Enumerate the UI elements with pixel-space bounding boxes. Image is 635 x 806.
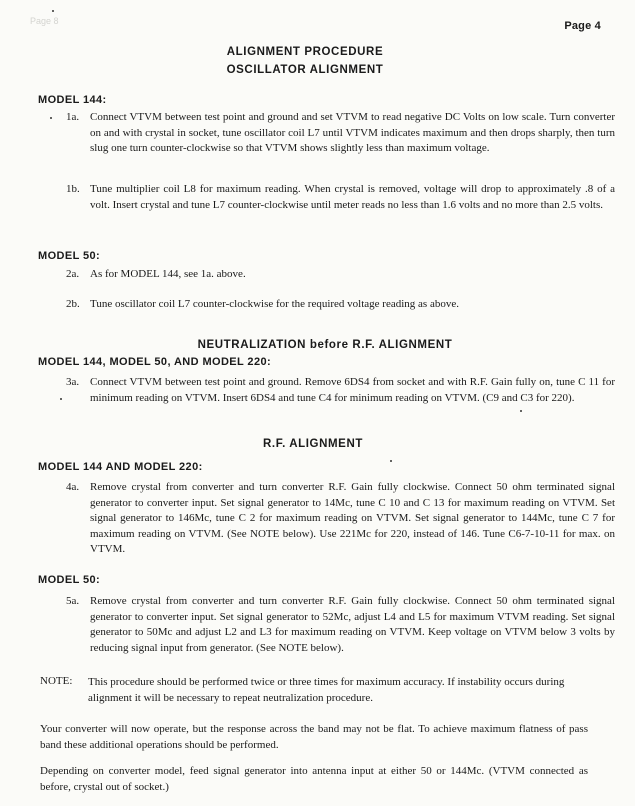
step-text: As for MODEL 144, see 1a. above. (90, 268, 246, 280)
heading-model-144-220: MODEL 144 AND MODEL 220: (38, 461, 203, 473)
step-label: 3a. (66, 376, 80, 388)
note-text: This procedure should be performed twice or three times for maximum accuracy. If instability occurs during alignment it will be necessary to repeat neutralization procedure. (88, 676, 565, 704)
heading-model-50-b: MODEL 50: (38, 574, 101, 586)
scan-speck (390, 460, 392, 462)
step-5a (66, 594, 615, 656)
scan-speck (60, 398, 62, 400)
scan-speck (50, 117, 52, 119)
step-label: 1a. (66, 111, 80, 123)
step-3a (66, 375, 615, 406)
note-label: NOTE: (40, 675, 73, 687)
step-1b (66, 182, 615, 213)
scan-speck (52, 10, 54, 12)
step-text: Connect VTVM between test point and ground. Remove 6DS4 from socket and with R.F. Gain fully on, tune C 11 for minimum reading on VTVM. Insert 6DS4 and tune C4 for minimum reading on VTVM. (C9 and C3 for 220). (90, 376, 615, 404)
step-text: Remove crystal from converter and turn converter R.F. Gain fully clockwise. Connect 50 ohm terminated signal generator to converter input. Set signal generator to 52Mc, adjust L4 and L5 for maximum VTVM reading. Set signal generator to 50Mc and adjust L2 and L3 for maximum reading on VTVM. Keep voltage on VTVM below 3 volts by reducing signal input from generator. (See NOTE below). (90, 595, 615, 654)
page-number: Page 4 (564, 20, 601, 32)
heading-model-144-50-220: MODEL 144, MODEL 50, AND MODEL 220: (38, 356, 272, 368)
title-oscillator-alignment: OSCILLATOR ALIGNMENT (226, 64, 384, 76)
step-4a (66, 480, 615, 558)
heading-model-50-a: MODEL 50: (38, 250, 101, 262)
step-label: 2b. (66, 298, 80, 310)
ghost-page-header: Page 8 (30, 16, 59, 26)
title-neutralization: NEUTRALIZATION before R.F. ALIGNMENT (197, 339, 453, 351)
title-rf-alignment: R.F. ALIGNMENT (263, 438, 363, 450)
step-label: 5a. (66, 595, 80, 607)
step-text: Tune oscillator coil L7 counter-clockwise for the required voltage reading as above. (90, 298, 459, 310)
closing-paragraph-2: Depending on converter model, feed signal generator into antenna input at either 50 or 144Mc. (VTVM connected as before, crystal out of socket.) (40, 765, 588, 793)
closing-paragraph-1: Your converter will now operate, but the response across the band may not be flat. To achieve maximum flatness of pass band these additional operations should be performed. (40, 723, 588, 751)
step-label: 4a. (66, 481, 80, 493)
step-text: Remove crystal from converter and turn converter R.F. Gain fully clockwise. Connect 50 ohm terminated signal generator to converter input. Set signal generator to 14Mc, tune C 10 and C 13 for maximum reading on VTVM. Set signal generator to 146Mc, tune C 2 for maximum reading on VTVM. Set signal generator to 144Mc, tune C 7 for maximum reading on VTVM. (See NOTE below). Use 221Mc for 220, instead of 146. Tune C6-7-10-11 for max. on VTVM. (90, 481, 615, 555)
step-label: 2a. (66, 268, 80, 280)
step-text: Tune multiplier coil L8 for maximum reading. When crystal is removed, voltage will drop to approximately .8 of a volt. Insert crystal and tune L7 counter-clockwise until meter reads no less than 1.6 volts and no more than 2.5 volts. (90, 183, 615, 211)
step-label: 1b. (66, 183, 80, 195)
step-2a (66, 267, 615, 283)
scan-speck (520, 410, 522, 412)
step-text: Connect VTVM between test point and ground and set VTVM to read negative DC Volts on low scale. Turn converter on and with crystal in socket, tune oscillator coil L7 until VTVM indicates maximum and then drops sharply, then turn slug one turn counter-clockwise so that VTVM shows slightly less than maximum voltage. (90, 111, 615, 154)
step-2b (66, 297, 615, 313)
step-1a (66, 110, 615, 157)
title-alignment-procedure: ALIGNMENT PROCEDURE (226, 46, 384, 58)
heading-model-144: MODEL 144: (38, 94, 107, 106)
